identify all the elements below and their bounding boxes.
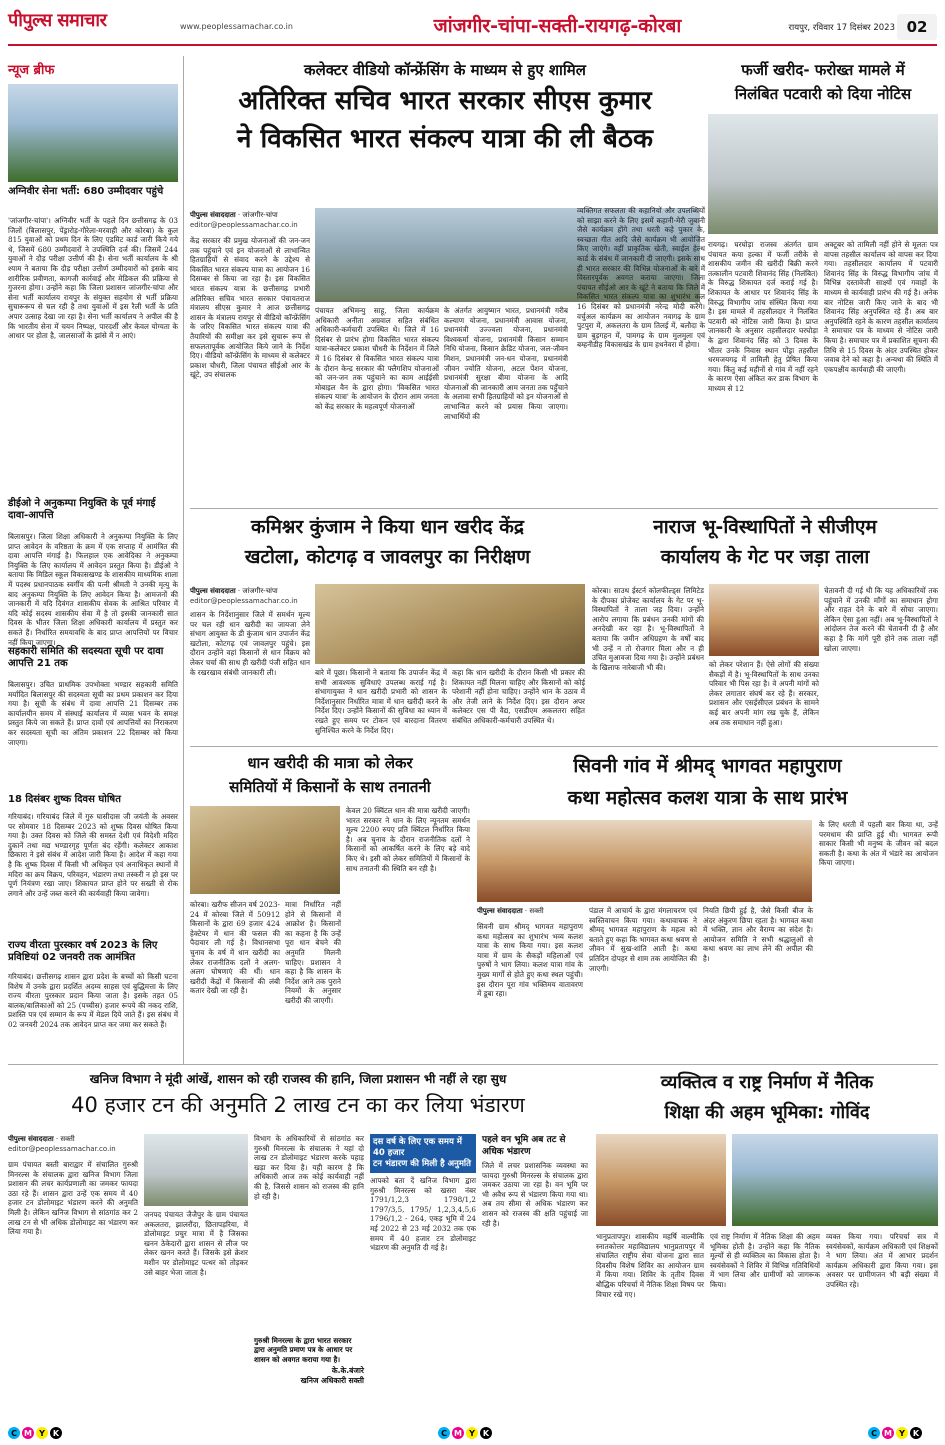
byline-org: पीपुल्स संवाददाता (190, 587, 236, 595)
brief-1-title: अग्निवीर सेना भर्ती: 680 उम्मीदवार पहुंचे (8, 186, 164, 197)
khanij-side (482, 1134, 588, 1416)
bhagwat-col-3: नियति छिपी हुई है, जैसे किसी बीज के अंदर अंकुरण छिपा रहता है। भागवत कथा में भक्ति, ज्ञान और वैराग्य का संदेश है। आयोजन समिति ने सभी श्रद्धालुओं से कथा श्रवण का लाभ लेने की अपील की है। (703, 906, 813, 963)
khanij-box-title-2: टन भंडारण की मिली है अनुमति (373, 1159, 471, 1169)
byline-org: पीपुल्स संवाददाता (190, 211, 236, 219)
cmyk-c: C (8, 1427, 20, 1439)
dhan-khareedi-photo (190, 806, 340, 894)
bhuvisthapit-col-2: को लेकर परेशान हैं। ऐसे लोगों की संख्या सैकड़ों में है। भू-विस्थापितों के साथ उनका परिवार भी पिस रहा है। वे अपनी मांगों को लेकर लगातार संघर्ष कर रहे हैं। सरकार, प्रशासन और एसईसीएल प्रबंधन के सामने कई बार अपनी मांग रख चुके हैं, लेकिन अब तक समाधान नहीं हुआ। (709, 660, 819, 727)
bhagwat-photo (477, 820, 812, 902)
dhan-kendra-byline: पीपुल्स संवाददाता · जांजगीर-चांपा editor@peoplessamachar.co.in (190, 587, 298, 605)
page-number: 02 (897, 14, 937, 40)
byline-place: सक्ती (60, 1135, 75, 1143)
dhan-khareedi-story (190, 750, 470, 1060)
lead-headline-1: अतिरिक्त सचिव भारत सरकार सीएस कुमार (238, 86, 652, 116)
dhan-kendra-headline-2: खटोला, कोटगढ़ व जावलपुर का निरीक्षण (244, 546, 531, 568)
khanij-col-2: जनपद पंचायत जैजैपुर के ग्राम पंचायत अकलतरा, झालरौंदा, छितापड़रिया, में डोलोमाइट प्रचुर मात्रा में है जिसका खनन ठेकेदारों द्वारा शासन से लीज पर लेकर खनन करते हैं। जिसके इसे क्रेशर मशीन पर डोलोमाइट पत्थर को तोड़कर उसे बाहर भेजा जाता है। (144, 1210, 248, 1277)
govind-photo-2 (732, 1134, 938, 1226)
patwari-col-2: अक्टूबर को तामिली नहीं होने से मूलतः पत्र वापस तहसील कार्यालय को वापस कर दिया गया। तहसीलदार कार्यालय में पटवारी शिवानंद सिंह के विरुद्ध विभागीय जांच में विभिन्न दस्तावेजी साक्ष्यों एवं गवाहों के माध्यम से कार्यवाही प्रारंभ की गई है। अनेक बार नोटिस जारी किए जाने के बाद भी शिवानंद सिंह अनुपस्थित रहे हैं। अब बार अनुपस्थिति रहने के कारण तहसील कार्यालय ने समाचार पत्र के माध्यम से नोटिस जारी किया है। समाचार पत्र में प्रकाशित सूचना की तिथि से 15 दिवस के अंदर उपस्थित होकर जवाब देने को कहा है। अन्यथा की स्थिति में एकपक्षीय कार्यवाही की जाएगी। (824, 240, 938, 374)
brief-4-body: गरियाबंद। गरियाबंद जिले में गुरु घासीदास जी जयंती के अवसर पर सोमवार 18 दिसम्बर 2023 को शुष्क दिवस घोषित किया गया है। उक्त दिवस को जिले की समस्त देशी एवं विदेशी मदिरा दुकानें तथा मद्य भण्डारगृह पूर्णतः बंद रहेंगी। कलेक्टर आकाश छिकारा ने इसे संबंध में आदेश जारी किया है। आदेश में कहा गया है कि शुष्क दिवस में किसी भी अधिकृत एवं अनाधिकृत स्थानों में मदिरा का क्रय विक्रय, परिवहन, भंडारण तथा तस्करी न हो इस पर पूर्ण नियंत्रण रखा जाए। शिकायत प्राप्त होने पर सख्ती से रोक लगाने और उन्हें जब्त करने की कार्यवाही किया जावेगा। (8, 812, 178, 898)
cmyk-k: K (480, 1427, 492, 1439)
byline-email[interactable]: editor@peoplessamachar.co.in (8, 1145, 116, 1153)
lead-col-4-flow: व्यक्तिगत सफलता की कहानियों और उपलब्धियों को साझा करने के लिए इसमें कहानी-मेरी जुबानी जैसे कार्यक्रम होंगे तथा धरती कहे पुकार के, स्वच्छता गीत आदि जैसे कार्यक्रम भी आयोजित किए जाएंगे। वहीं प्राकृतिक खेती, स्वाईल हेल्थ कार्ड के संबंध में जानकारी दी जाएगी। इसके साथ ही भारत सरकार की विभिन्न योजनाओं के बारे में विस्तारपूर्वक अवगत कराया जाएगा। जिला पंचायत सीईओ आर के खूंटे ने बताया कि जिले में विकसित भारत संकल्प यात्रा का शुभारंभ कल 16 दिसंबर को प्रधानमंत्री नरेन्द्र मोदी करेंगे। वर्चुअल कार्यक्रम का आयोजन नवागढ़ के ग्राम पुटपुरा में, अकलतरा के ग्राम तिलई में, बलौदा के ग्राम बुड़गहन में, पामगढ़ के ग्राम मुलमुला एवं बम्हनीडीह विकासखंड के ग्राम हथनेवरा में होगा। (577, 206, 705, 350)
cmyk-m: M (882, 1427, 894, 1439)
khanij-story (8, 1068, 588, 1418)
bhuvisthapit-col-1: कोरबा। साउथ ईस्टर्न कोलफील्ड्स लिमिटेड के दीपका प्रोजेक्ट कार्यालय के गेट पर भू-विस्थापितों ने ताला जड़ दिया। उन्होंने आरोप लगाया कि प्रबंधन उनकी मांगों की अनदेखी कर रहा है। भू-विस्थापितों ने बताया कि जमीन अधिग्रहण के वर्षों बाद भी उन्हें न तो रोजगार मिला और न ही उचित मुआवजा दिया गया है। उन्होंने प्रबंधन के खिलाफ नारेबाजी भी की। (592, 586, 704, 672)
cmyk-c: C (438, 1427, 450, 1439)
cmyk-y: Y (896, 1427, 908, 1439)
section-rule-1 (190, 508, 938, 509)
dhan-kendra-col-2: बारे में पूछा। किसानों ने बताया कि उपार्जन केंद्र में सभी आवश्यक सुविधाएं उपलब्ध कराई गई है। संभागायुक्त ने धान खरीदी प्रभारी को शासन के निर्देशानुसार निर्धारित मात्रा में धान खरीदी करने के निर्देश दिए। उन्होंने किसानों की सुविधा का ध्यान में रखते हुए समय पर टोकन एवं बारदाना वितरण सुनिश्चित करने के निर्देश दिए। (315, 668, 447, 735)
masthead (0, 0, 945, 46)
dhan-kendra-col-1: शासन के निर्देशानुसार जिले में समर्थन मूल्य पर चल रही धान खरीदी का जायजा लेने संभाग आयुक्त के डी कुंजाम धान उपार्जन केंद्र खटोला, कोटगढ़ एवं जावलपुर पहुंचे। इस दौरान उन्होंने वहां किसानों से धान विक्रय को लेकर चर्चा की साथ ही खरीदी पंजी सहित धान के रखरखाव संबंधी जानकारी ली। (190, 610, 310, 677)
bhagwat-col-4: के लिए धरती में पहली बार किया था, उन्हें परमधाम की प्राप्ति हुई थी। भागवत रूपी साकार किसी भी मनुष्य के जीवन को बदल सकती है। कथा के अंत में भंडारे का आयोजन किया जाएगा। (819, 820, 938, 868)
lead-col-1: केंद्र सरकार की प्रमुख योजनाओं की जन-जन तक पहुंचाने एवं इन योजनाओं से लाभान्वित हितग्राहियों से संवाद करने के उद्देश्य से विकसित भारत संकल्प यात्रा का आयोजन 16 दिसम्बर से किया जा रहा है। इस विकसित भारत संकल्प यात्रा के छत्तीसगढ़ प्रभारी अतिरिक्त सचिव भारत सरकार पंचायतराज मंत्रालय सीएस कुमार ने आज छत्तीसगढ़ शासन के मंत्रालय रायपुर से वीडियो कॉन्फ्रेंसिंग के जरिए विकसित भारत संकल्प यात्रा की तैयारियों की समीक्षा कर इसे सुचारू रूप से सफलतापूर्वक आयोजित किये जाने के निर्देश दिए। वीडियो कॉन्फ्रेंसिंग के माध्यम से कलेक्टर प्रकाश चौधरी, जिला पंचायत सीईओ आर के खूंटे, उप संचालक (190, 236, 310, 380)
brief-5-body: गरियाबंद। छत्तीसगढ़ शासन द्वारा प्रदेश के बच्चों को किसी घटना विशेष में उनके द्वारा प्रदर्शित अदम्य साहस एवं बुद्धिमत्ता के लिए राज्य वीरता पुरस्कार प्रदान किया जाता है। इसके तहत 05 बालक/बालिकाओं को 25 (पच्चीस) हजार रूपये की नकद राशि, प्रशस्ति पत्र एवं सम्मान के रूप में मेडल दिये जाते हैं। इस संबंध में 02 जनवरी 2024 तक आवेदन प्राप्त कर जमा कर सकते हैं। (8, 972, 178, 1029)
left-column-rule (183, 56, 184, 1064)
cmyk-m: M (452, 1427, 464, 1439)
cmyk-y: Y (466, 1427, 478, 1439)
cmyk-left (8, 1426, 78, 1440)
brief-3-title: सहकारी समिति की सदस्यता सूची पर दावा आपत्ति 21 तक (8, 646, 164, 669)
khanij-box (370, 1134, 476, 1416)
khanij-col-1: ग्राम पंचायत बस्ती बाराद्वार में संचालित गुरुश्री मिनरल्स के संचालक द्वारा खनिज विभाग जिला प्रशासन की लचर कार्यप्रणाली का जमकर फायदा उठा रहे हैं। शासन द्वारा उन्हें एक समय में 40 हजार टन डोलोमाइट भंडारण करने की अनुमति मिली है। लेकिन खनिज विभाग से सांठगांठ कर 2 लाख टन से भी अधिक डोलोमाइट का भंडारण कर लिया गया है। (8, 1160, 138, 1237)
patwari-story (708, 54, 938, 504)
bhagwat-headline-1: सिवनी गांव में श्रीमद् भागवत महापुराण (573, 755, 842, 777)
khanij-side-head-1: पहले वन भूमि अब तट से (482, 1135, 566, 1145)
bhagwat-story (477, 750, 938, 1060)
khanij-signature-name: के.के.बंजारे (331, 1366, 364, 1376)
dhan-khareedi-col-2: केवल 20 क्विंटल धान की मात्रा खरीदी जाएगी। भारत सरकार ने धान के लिए न्यूनतम समर्थन मूल्य 2200 रुपए प्रति क्विंटल निर्धारित किया है। अब चुनाव के दौरान राजनीतिक दलों ने किसानों को आकर्षित करने के लिए बड़े वादे किए थे। इसी को लेकर समितियों में किसानों के साथ तनातनी की स्थिति बन रही है। (346, 806, 470, 873)
patwari-headline-2: निलंबित पटवारी को दिया नोटिस (734, 85, 912, 103)
patwari-col-1: रायगढ़। घरघोड़ा राजस्व अंतर्गत ग्राम पंचायत कया हल्का में फर्जी तरीके से शासकीय जमीन की खरीदी बिक्री करने तत्कालीन पटवारी शिवानंद सिंह (निलंबित) के विरुद्ध शिकायत दर्ज कराई गई है। शिकायत के आधार पर शिवानंद सिंह के विरुद्ध विभागीय जांच संस्थित किया गया है। इस मामले में तहसीलदार ने निलंबित पटवारी को नोटिस जारी किया है। प्राप्त जानकारी के अनुसार तहसीलदार घरघोड़ा के द्वारा शिवानंद सिंह को 3 दिवस के भीतर उनके निवास स्थान पोंड्रा तहसील धरमजयगढ़ में तामिली हेतु प्रेषित किया गया। किंतु कई महीनों से गांव में नहीं रहने के कारण ऐसा अंकित कर डाक विभाग के माध्यम से 12 (708, 240, 818, 393)
khanij-side-body: जिले में लचर प्रशासनिक व्यवस्था का फायदा गुरुश्री मिनरल्स के संचालक द्वारा जमकर उठाया जा रहा है। वन भूमि पर भी अवैध रूप से भंडारण किया गया था। अब तय सीमा से अधिक भंडारण कर शासन को राजस्व की क्षति पहुंचाई जा रही है। (482, 1161, 588, 1228)
byline-place: सक्ती (529, 907, 544, 915)
section-rule-2 (190, 746, 938, 747)
khanij-highlight-text: गुरुश्री मिनरल्स के द्वारा भारत सरकार द्वारा अनुमति प्रमाण पत्र के आधार पर शासन को अवगत कराया गया है। (254, 1336, 353, 1364)
cmyk-c: C (868, 1427, 880, 1439)
lead-headline-2: ने विकसित भारत संकल्प यात्रा की ली बैठक (237, 124, 653, 154)
byline-org: पीपुल्स संवाददाता (8, 1135, 54, 1143)
dhan-kendra-photo (315, 584, 585, 664)
govind-col-3: व्यक्त किया गया। परिचर्चा सत्र में स्वयंसेवकों, कार्यक्रम अधिकारी एवं शिक्षकों ने भाग लिया। अंत में आभार प्रदर्शन कार्यक्रम अधिकारी द्वारा किया गया। इस अवसर पर ग्रामीणजन भी बड़ी संख्या में उपस्थित रहे। (826, 1232, 938, 1289)
footer (0, 1422, 945, 1444)
cmyk-k: K (50, 1427, 62, 1439)
section-rule-3 (8, 1064, 938, 1065)
khanij-col-3: विभाग के अधिकारियों से सांठगांठ कर गुरुश्री मिनरल्स के संचालक ने यहां दो लाख टन डोलोमाइट भंडारण करके पहाड़ खड़ा कर दिया है। यही कारण है कि अधिकारी आज तक कोई कार्यवाही नहीं की है, जिससे शासन को राजस्व की हानि हो रही है। (254, 1134, 364, 1201)
bhagwat-col-2: पंडाल में आचार्य के द्वारा मंगलाचरण एवं स्वस्तिवाचन किया गया। कथावाचक ने श्रीमद् भागवत महापुराण के महत्व को बताते हुए कहा कि भागवत कथा श्रवण से जीवन में सुख-शांति आती है। कथा प्रतिदिन दोपहर से शाम तक आयोजित की जाएगी। (589, 906, 697, 973)
patwari-headline-1: फर्जी खरीद- फरोख्त मामले में (741, 61, 905, 79)
brief-2-title: डीईओ ने अनुकम्पा नियुक्ति के पूर्व मंगाई दावा-आपत्ति (8, 498, 156, 521)
dhan-kendra-story (190, 512, 585, 744)
dhan-kendra-headline-1: कमिश्नर कुंजाम ने किया धान खरीद केंद्र (251, 516, 524, 538)
bhuvisthapit-story (592, 512, 938, 744)
lead-col-3: के अंतर्गत आयुष्मान भारत, प्रधानमंत्री गरीब कल्याण योजना, प्रधानमंत्री आवास योजना, प्रधानमंत्री उज्ज्वला योजना, प्रधानमंत्री विश्वकर्मा योजना, प्रधानमंत्री किसान सम्मान निधि योजना, किसान क्रेडिट योजना, जल-जीवन मिशन, प्रधानमंत्री जन-धन योजना, प्रधानमंत्री जीवन ज्योति योजना, अटल पेंशन योजना, प्रधानमंत्री सुरक्षा बीमा योजना के आदि योजनाओं की जानकारी आम जनता तक पहुँचाने के अलावा सभी हितग्राहियों को इन योजनाओं से लाभान्वित करने को प्रयास किया जाएगा। लाभार्थियों की (444, 306, 568, 421)
cmyk-y: Y (36, 1427, 48, 1439)
khanij-side-head-2: अधिक भंडारण (482, 1147, 531, 1157)
masthead-url[interactable]: www.peoplessamachar.co.in (180, 22, 293, 31)
patwari-photo (708, 114, 938, 234)
khanij-signature-title: खनिज अधिकारी सक्ती (300, 1376, 364, 1386)
brief-2-body: बिलासपुर। जिला शिक्षा अधिकारी ने अनुकम्पा नियुक्ति के लिए प्राप्त आवेदन के वरिष्ठता के क्रम में एक सप्ताह में आमंत्रित की दावा आपत्ति मंगाई है। फिलहाल एक आवेदिका ने अनुकम्पा नियुक्ति के लिए कार्यालय में आवेदन प्रस्तुत किया है। डीईओ ने बताया कि मिडिल स्कूल विकासखण्ड के शासकीय माध्यमिक शाला में पदस्थ प्रधानपाठक स्वर्गीय की पत्नी श्रीमती ने उनकी मृत्यु के बाद अनुकम्पा नियुक्ति के लिए आवेदन किया है। आमजनों की जानकारी में यदि दिवंगत शासकीय सेवक के आश्रित परिवार में यदि कोई सदस्य शासकीय सेवा में है तो इसकी जानकारी सात दिवस के भीतर जिला शिक्षा अधिकारी कार्यालय में प्रस्तुत कर सकते हैं। निर्धारित समयावधि के बाद प्राप्त आपत्तियों पर विचार नहीं किया जाएगा। (8, 532, 178, 647)
bhagwat-byline: पीपुल्स संवाददाता · सक्ती (477, 907, 544, 915)
lead-kicker: कलेक्टर वीडियो कॉन्फ्रेंसिंग के माध्यम से हुए शामिल (304, 61, 586, 79)
bhagwat-col-1: सिवनी ग्राम श्रीमद् भागवत महापुराण कथा महोत्सव का शुभारंभ भव्य कलश यात्रा के साथ किया गया। इस कलश यात्रा में ग्राम के सैकड़ों महिलाओं एवं पुरुषों ने भाग लिया। कलश यात्रा गांव के मुख्य मार्गों से होते हुए कथा स्थल पहुंची। इस दौरान पूरा गांव भक्तिमय वातावरण में डूबा रहा। (477, 922, 583, 999)
dhan-khareedi-col-1: कोरबा। खरीफ सीजन वर्ष 2023-24 में कोरबा जिले में 50912 किसानों के द्वारा 69 हजार 424 हेक्टेयर में धान की फसल की पैदावार ली गई है। विधानसभा चुनाव के वर्ष में धान खरीदी का लेकर राजनीतिक दलों ने अलग-अलग घोषणाएं की थीं। धान खरीदी केंद्रों में किसानों की लंबी कतार देखी जा रही है। (190, 900, 280, 996)
khanij-box-header (370, 1134, 476, 1173)
byline-email[interactable]: editor@peoplessamachar.co.in (190, 221, 298, 229)
bhagwat-headline-2: कथा महोत्सव कलश यात्रा के साथ प्रारंभ (567, 787, 848, 809)
khanij-box-body: आपको बता दें खनिज विभाग द्वारा गुरुश्री मिनरल्स को खसरा नंबर 1791/1,2,3 1798/1,2 1797/3,5, 1795/ 1,2,3,4,5,6 1796/1,2 - 264, एकड़ भूमि में 24 मई 2022 से 23 मई 2032 तक एक समय में 40 हजार टन डोलोमाइट भंडारण की अनुमति दी गई है। (370, 1176, 476, 1253)
byline-org: पीपुल्स संवाददाता (477, 907, 523, 915)
brief-3-body: बिलासपुर। उचित प्राथमिक उपभोक्ता भण्डार सहकारी समिति मर्यादित बिलासपुर की सदस्यता सूची का प्रथम प्रकाशन कर दिया गया है। सूची के संबंध में दावा आपत्ति 21 दिसम्बर तक कार्यालयीन समय में संस्थाई कार्यालय में व्यास भवन के समक्ष प्रस्तुत किये जा सकते हैं। प्राप्त दावों एवं आपत्तियों का निराकरण कर सदस्यता सूची का अंतिम प्रकाशन 22 दिसम्बर को किया जाएगा। (8, 680, 178, 747)
khanij-headline: 40 हजार टन की अनुमति 2 लाख टन का कर लिया भंडारण (71, 1093, 525, 1117)
khanij-byline: पीपुल्स संवाददाता · सक्ती editor@peoplessamachar.co.in (8, 1135, 116, 1153)
byline-place: जांजगीर-चांपा (242, 587, 278, 595)
khanij-highlight (254, 1336, 364, 1416)
cmyk-k: K (910, 1427, 922, 1439)
dhan-khareedi-headline-2: समितियों में किसानों के साथ तनातनी (229, 778, 431, 796)
khanij-photo (144, 1134, 248, 1206)
edition-banner: जांजगीर-चांपा-सक्ती-रायगढ़-कोरबा (433, 15, 682, 37)
govind-col-1: भानुप्रतापपुर। शासकीय महर्षि वाल्मीकि स्नातकोत्तर महाविद्यालय भानुप्रतापपुर में संचालित राष्ट्रीय सेवा योजना द्वारा सात दिवसीय विशेष शिविर का आयोजन ग्राम में किया गया। शिविर के तृतीय दिवस बौद्धिक परिचर्चा में नैतिक शिक्षा विषय पर विचार रखे गए। (596, 1232, 704, 1299)
dhan-kendra-col-3: कहा कि धान खरीदी के दौरान किसी भी प्रकार की शिकायत नहीं मिलना चाहिए और किसानों को कोई परेशानी नहीं होना चाहिए। उन्होंने धान के उठाव में और तेजी लाने के निर्देश दिए। इस दौरान अपर कलेक्टर एस पी वैद्य, एसडीएम अकलतरा सहित संबंधित अधिकारी-कर्मचारी उपस्थित थे। (452, 668, 585, 725)
bhuvisthapit-headline-1: नाराज भू-विस्थापितों ने सीजीएम (653, 516, 877, 538)
byline-place: जांजगीर-चांपा (242, 211, 278, 219)
brief-5-title: राज्य वीरता पुरस्कार वर्ष 2023 के लिए प्रविष्टियां 02 जनवरी तक आमंत्रित (8, 940, 158, 963)
bhuvisthapit-headline-2: कार्यालय के गेट पर जड़ा ताला (660, 546, 870, 568)
dateline: रायपुर, रविवार 17 दिसंबर 2023 (788, 23, 895, 33)
govind-story (596, 1068, 938, 1418)
dhan-khareedi-headline-1: धान खरीदी की मात्रा को लेकर (247, 754, 413, 772)
byline-email[interactable]: editor@peoplessamachar.co.in (190, 597, 298, 605)
khanij-box-title-1: दस वर्ष के लिए एक समय में 40 हजार (373, 1137, 462, 1158)
logo-text: पीपुल्स समाचार (8, 10, 107, 31)
cmyk-m: M (22, 1427, 34, 1439)
masthead-divider (8, 44, 937, 46)
govind-col-2: एवं राष्ट्र निर्माण में नैतिक शिक्षा की अहम भूमिका होती है। उन्होंने कहा कि नैतिक मूल्यों से ही व्यक्तित्व का विकास होता है। स्वयंसेवकों ने शिविर में विभिन्न गतिविधियों में भाग लिया और ग्रामीणों को जागरूक किया। (710, 1232, 820, 1289)
brief-1-body: 'जांजगीर-चांपा'। अग्निवीर भर्ती के पहले दिन छत्तीसगढ़ के 03 जिलों (बिलासपुर, पेंड्रारोड़-गौरेला-मरवाही और कोरबा) के कुल 815 युवाओं को प्रथम दिन के लिए एडमिट कार्ड जारी किये गये थे, जिसमें 680 उम्मीदवारों ने उपस्थिति दर्ज की। जिसमें 244 युवाओं ने दौड़ परीक्षा उत्तीर्ण की है। सेना भर्ती कार्यालय के श्री श्याम ने बताया कि दौड़ परीक्षा उत्तीर्ण उम्मीदवारों को इसके बाद शारीरिक प्रवीणता, कागजी कार्रवाई और मेडिकल की प्रक्रिया से गुजरना होगा। उन्होंने कहा कि जिला प्रशासन जांजगीर-चांपा और सेना भर्ती कार्यालय रायपुर के संयुक्त सहयोग से भर्ती प्रक्रिया सुचारूरूप से चल रही है तथा युवाओं में इस रैली भर्ती के प्रति अपार उत्साह देखा जा रहा है। सेना भर्ती कार्यालय ने अपील की है कि भारतीय सेना में चयन निष्पक्ष, पारदर्शी और केवल योग्यता के आधार पर होता है, जालसाजों के झांसे में न आएं। (8, 216, 178, 341)
agniveer-photo (8, 84, 178, 182)
news-brief-column (8, 54, 178, 1064)
cmyk-right (868, 1426, 938, 1440)
masthead-logo (8, 8, 176, 38)
lead-byline: पीपुल्स संवाददाता · जांजगीर-चांपा editor@peoplessamachar.co.in (190, 211, 298, 229)
khanij-kicker: खनिज विभाग ने मूंदी आंखें, शासन को रही राजस्व की हानि, जिला प्रशासन भी नहीं ले रहा सुध (89, 1072, 507, 1086)
cmyk-center (438, 1426, 508, 1440)
bhuvisthapit-photo (709, 584, 819, 656)
brief-4-title: 18 दिसंबर शुष्क दिवस घोषित (8, 794, 121, 805)
govind-photo-1 (596, 1134, 726, 1226)
govind-headline-1: व्यक्तित्व व राष्ट्र निर्माण में नैतिक (660, 1072, 874, 1093)
news-brief-label: न्यूज ब्रीफ (8, 63, 55, 78)
lead-col-2: पंचायत अभिमन्यु साहू, जिला कार्यक्रम अधिकारी अनीता अग्रवाल सहित संबंधित अधिकारी-कर्मचारी उपस्थित थे। जिले में 16 दिसंबर से प्रारंभ होगा विकसित भारत संकल्प यात्रा-कलेक्टर प्रकाश चौधरी के निर्देशन में जिले में 16 दिसंबर से विकसित भारत संकल्प यात्रा के दौरान केन्द्र सरकार की फ्लैगशिप योजनाओं को जन-जन तक पहुंचाने का काम आईईसी मोबाइल वैन के द्वारा होगा। 'विकसित भारत संकल्प यात्रा' के आयोजन के दौरान आम जनता को केंद्र सरकार के महत्वपूर्ण योजनाओं (315, 306, 439, 411)
govind-headline-2: शिक्षा की अहम भूमिका: गोविंद (664, 1102, 870, 1123)
dhan-khareedi-col-3: मात्रा निर्धारित नहीं होने से किसानों में आक्रोश है। किसानों का कहना है कि उन्हें पूरा धान बेचने की अनुमति मिलनी चाहिए। प्रशासन ने कहा है कि शासन के निर्देश आने तक पुराने नियमों के अनुसार खरीदी की जाएगी। (285, 900, 341, 1005)
bhuvisthapit-col-3: चेतावनी दी गई थी कि यह अधिकारियों तक पहुंचाने में उनकी माँगों का समाधान होगा और राहत देने के बारे में सोचा जाएगा। लेकिन ऐसा हुआ नहीं। अब भू-विस्थापितों ने आंदोलन तेज करने की चेतावनी दी है और कहा है कि मांगें पूरी होने तक ताला नहीं खोला जाएगा। (824, 586, 938, 653)
